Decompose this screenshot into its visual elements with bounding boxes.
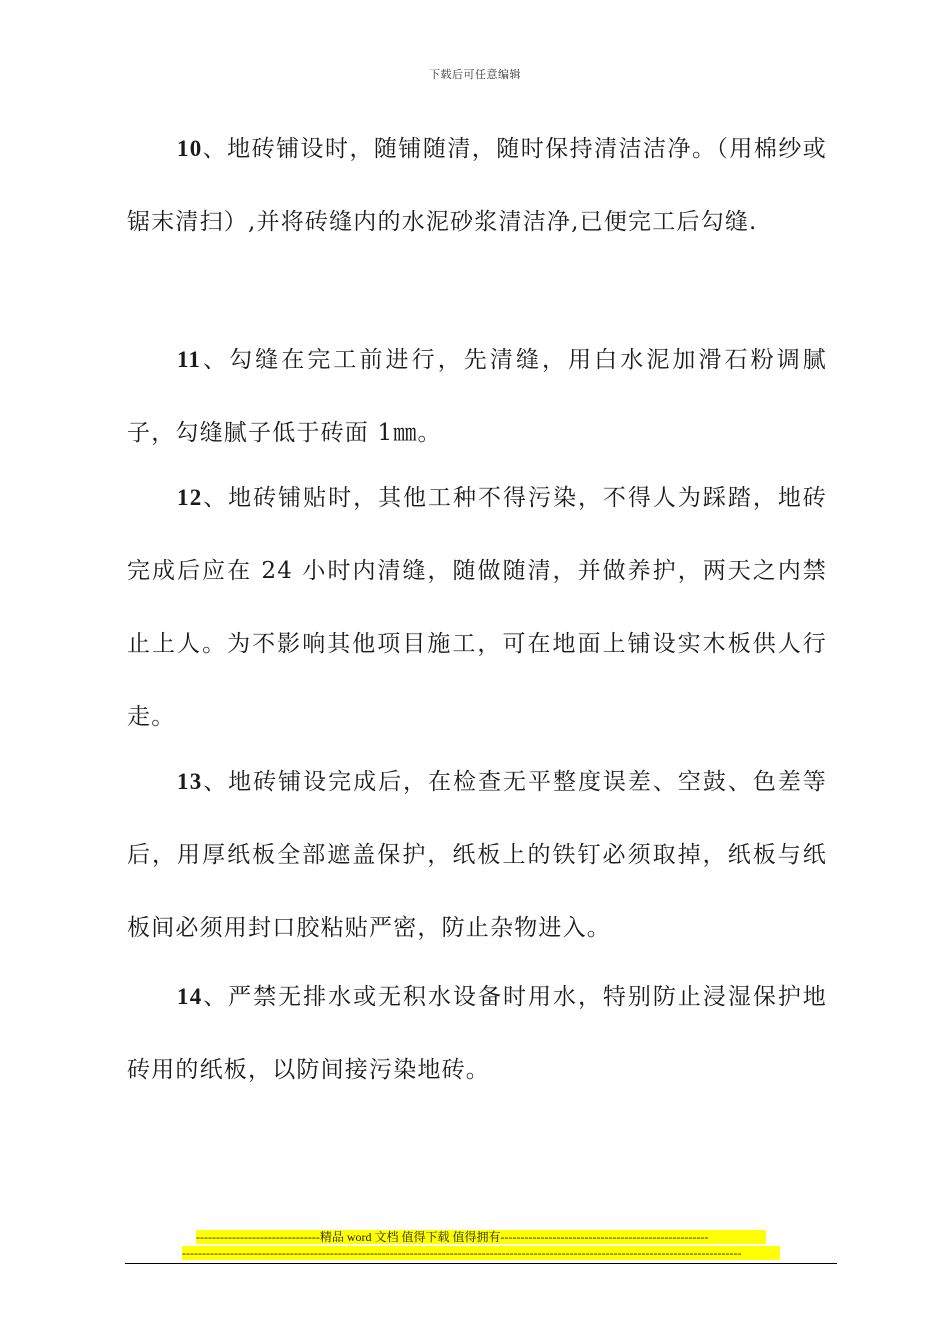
item-number: 13: [177, 769, 203, 794]
paragraph-text: 、地砖铺设完成后，在检查无平整度误差、空鼓、色差等后，用厚纸板全部遮盖保护，纸板上的铁钉必须取掉，纸板与纸板间必须用封口胶粘贴严密，防止杂物进入。: [127, 769, 827, 941]
item-number: 11: [177, 347, 202, 372]
paragraph-10: [127, 112, 827, 259]
paragraph-12: [127, 461, 827, 754]
paragraph-text: 、勾缝在完工前进行，先清缝，用白水泥加滑石粉调腻子，勾缝腻子低于砖面 1㎜。: [127, 347, 827, 446]
footer-divider: [125, 1263, 837, 1264]
paragraph-13: [127, 745, 827, 965]
item-number: 10: [177, 136, 203, 161]
footer-banner: -------------------------------精品 word 文档 值得下载 值得拥有----------------------------------------------------: [196, 1230, 766, 1244]
page-header: 下载后可任意编辑: [429, 68, 521, 81]
paragraph-11: [127, 323, 827, 470]
paragraph-text: 、严禁无排水或无积水设备时用水，特别防止浸湿保护地砖用的纸板，以防间接污染地砖。: [127, 984, 827, 1083]
item-number: 14: [177, 984, 203, 1009]
footer-dashes: --------------------------------------------------------------------------------------------------------------------------------------------: [182, 1246, 780, 1260]
paragraph-text: 、地砖铺设时，随铺随清，随时保持清洁洁净。（用棉纱或锯末清扫）,并将砖缝内的水泥砂浆清洁净,已便完工后勾缝.: [127, 136, 827, 235]
item-number: 12: [177, 485, 203, 510]
paragraph-14: [127, 960, 827, 1107]
paragraph-text: 、地砖铺贴时，其他工种不得污染，不得人为踩踏，地砖完成后应在 24 小时内清缝，随做随清，并做养护，两天之内禁止上人。为不影响其他项目施工，可在地面上铺设实木板供人行走。: [127, 485, 827, 730]
